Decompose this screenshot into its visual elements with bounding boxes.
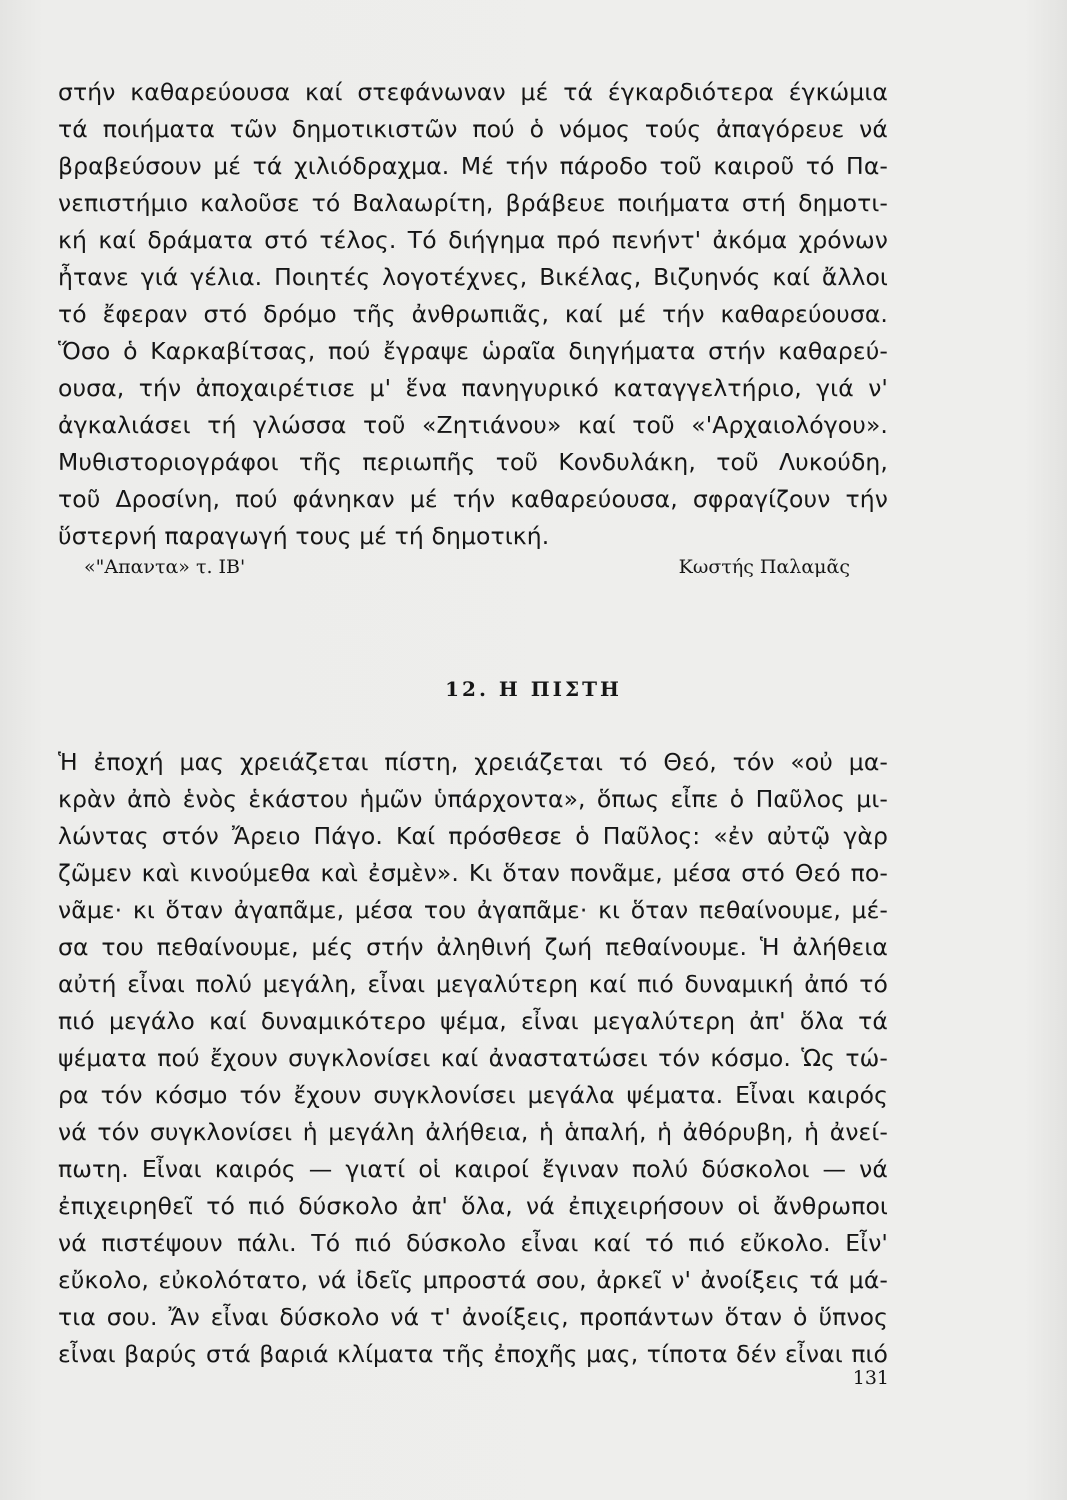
paragraph-2-line-5: νᾶμε· κι ὅταν ἀγαπᾶμε, μέσα του ἀγαπᾶμε· κι ὅταν πεθαίνουμε, μέ- <box>58 896 888 924</box>
paragraph-1-line-11: Μυθιστοριογράφοι τῆς περιωπῆς τοῦ Κονδυλάκη, τοῦ Λυκούδη, <box>58 448 888 476</box>
paragraph-1-line-4: νεπιστήμιο καλοῦσε τό Βαλαωρίτη, βράβευε ποιήματα στή δημοτι- <box>58 189 888 217</box>
section-heading: 12. Η ΠΙΣΤΗ <box>445 677 622 701</box>
paragraph-2-line-7: αὐτή εἶναι πολύ μεγάλη, εἶναι μεγαλύτερη καί πιό δυναμική ἀπό τό <box>58 970 888 998</box>
paragraph-2-line-10: ρα τόν κόσμο τόν ἔχουν συγκλονίσει μεγάλα ψέματα. Εἶναι καιρός <box>58 1081 888 1109</box>
paragraph-1-line-12: τοῦ Δροσίνη, πού φάνηκαν μέ τήν καθαρεύουσα, σφραγίζουν τήν <box>58 485 888 513</box>
paragraph-2-line-12: πωτη. Εἶναι καιρός — γιατί οἱ καιροί ἔγιναν πολύ δύσκολοι — νά <box>58 1155 888 1183</box>
citation <box>84 552 888 582</box>
paragraph-2-line-15: εὔκολο, εὐκολότατο, νά ἰδεῖς μπροστά σου, ἀρκεῖ ν' ἀνοίξεις τά μά- <box>58 1266 888 1294</box>
paragraph-1-line-9: ουσα, τήν ἀποχαιρέτισε μ' ἕνα πανηγυρικό καταγγελτήριο, γιά ν' <box>58 374 888 402</box>
paragraph-2-line-2: κρὰν ἀπὸ ἑνὸς ἑκάστου ἡμῶν ὑπάρχοντα», ὅπως εἶπε ὁ Παῦλος μι- <box>58 785 888 813</box>
paragraph-1-line-1: στήν καθαρεύουσα καί στεφάνωναν μέ τά έγκαρδιότερα έγκώμια <box>58 78 888 106</box>
citation-author: Κωστής Παλαμᾶς <box>678 556 850 578</box>
paragraph-2-line-9: ψέματα πού ἔχουν συγκλονίσει καί ἀναστατώσει τόν κόσμο. Ὡς τώ- <box>58 1044 888 1072</box>
paragraph-2-line-4: ζῶμεν καὶ κινούμεθα καὶ ἐσμὲν». Κι ὅταν πονᾶμε, μέσα στό Θεό πο- <box>58 859 888 887</box>
paragraph-1-line-2: τά ποιήματα τῶν δημοτικιστῶν πού ὁ νόμος τούς ἀπαγόρευε νά <box>58 115 888 143</box>
paragraph-2-line-8: πιό μεγάλο καί δυναμικότερο ψέμα, εἶναι μεγαλύτερη ἀπ' ὅλα τά <box>58 1007 888 1035</box>
paragraph-1-line-13: ὕστερνή παραγωγή τους μέ τή δημοτική. <box>58 522 550 550</box>
paragraph-1-line-3: βραβεύσουν μέ τά χιλιόδραχμα. Μέ τήν πάροδο τοῦ καιροῦ τό Πα- <box>58 152 888 180</box>
paragraph-2-line-1: Ἡ ἐποχή μας χρειάζεται πίστη, χρειάζεται τό Θεό, τόν «οὐ μα- <box>58 748 888 776</box>
paragraph-2-line-3: λώντας στόν Ἄρειο Πάγο. Καί πρόσθεσε ὁ Παῦλος: «ἐν αὐτῷ γὰρ <box>58 822 888 850</box>
paragraph-2-line-14: νά πιστέψουν πάλι. Τό πιό δύσκολο εἶναι καί τό πιό εὔκολο. Εἶν' <box>58 1229 888 1257</box>
paragraph-2-line-11: νά τόν συγκλονίσει ἡ μεγάλη ἀλήθεια, ἡ ἁπαλή, ἡ ἀθόρυβη, ἡ ἀνεί- <box>58 1118 888 1146</box>
paragraph-1-line-8: Ὅσο ὁ Καρκαβίτσας, πού ἔγραψε ὡραῖα διηγήματα στήν καθαρεύ- <box>58 337 888 365</box>
paragraph-2-line-6: σα του πεθαίνουμε, μές στήν ἀληθινή ζωή πεθαίνουμε. Ἡ ἀλήθεια <box>58 933 888 961</box>
paragraph-1-line-6: ἦτανε γιά γέλια. Ποιητές λογοτέχνες, Βικέλας, Βιζυηνός καί ἄλλοι <box>58 263 888 291</box>
paragraph-1-line-5: κή καί δράματα στό τέλος. Τό διήγημα πρό πενήντ' ἀκόμα χρόνων <box>58 226 888 254</box>
citation-source: «"Απαντα» τ. ΙΒ' <box>84 556 246 578</box>
paragraph-2-line-16: τια σου. Ἄν εἶναι δύσκολο νά τ' ἀνοίξεις, προπάντων ὅταν ὁ ὕπνος <box>58 1303 888 1331</box>
paragraph-2-line-13: ἐπιχειρηθεῖ τό πιό δύσκολο ἀπ' ὅλα, νά ἐπιχειρήσουν οἱ ἄνθρωποι <box>58 1192 888 1220</box>
page-number: 131 <box>852 1367 889 1389</box>
paragraph-1-line-10: ἀγκαλιάσει τή γλώσσα τοῦ «Ζητιάνου» καί τοῦ «'Αρχαιολόγου». <box>58 411 888 439</box>
paragraph-2-line-17: εἶναι βαρύς στά βαριά κλίματα τῆς ἐποχῆς μας, τίποτα δέν εἶναι πιό <box>58 1340 888 1368</box>
paragraph-1-line-7: τό ἔφεραν στό δρόμο τῆς ἀνθρωπιᾶς, καί μέ τήν καθαρεύουσα. <box>58 300 888 328</box>
